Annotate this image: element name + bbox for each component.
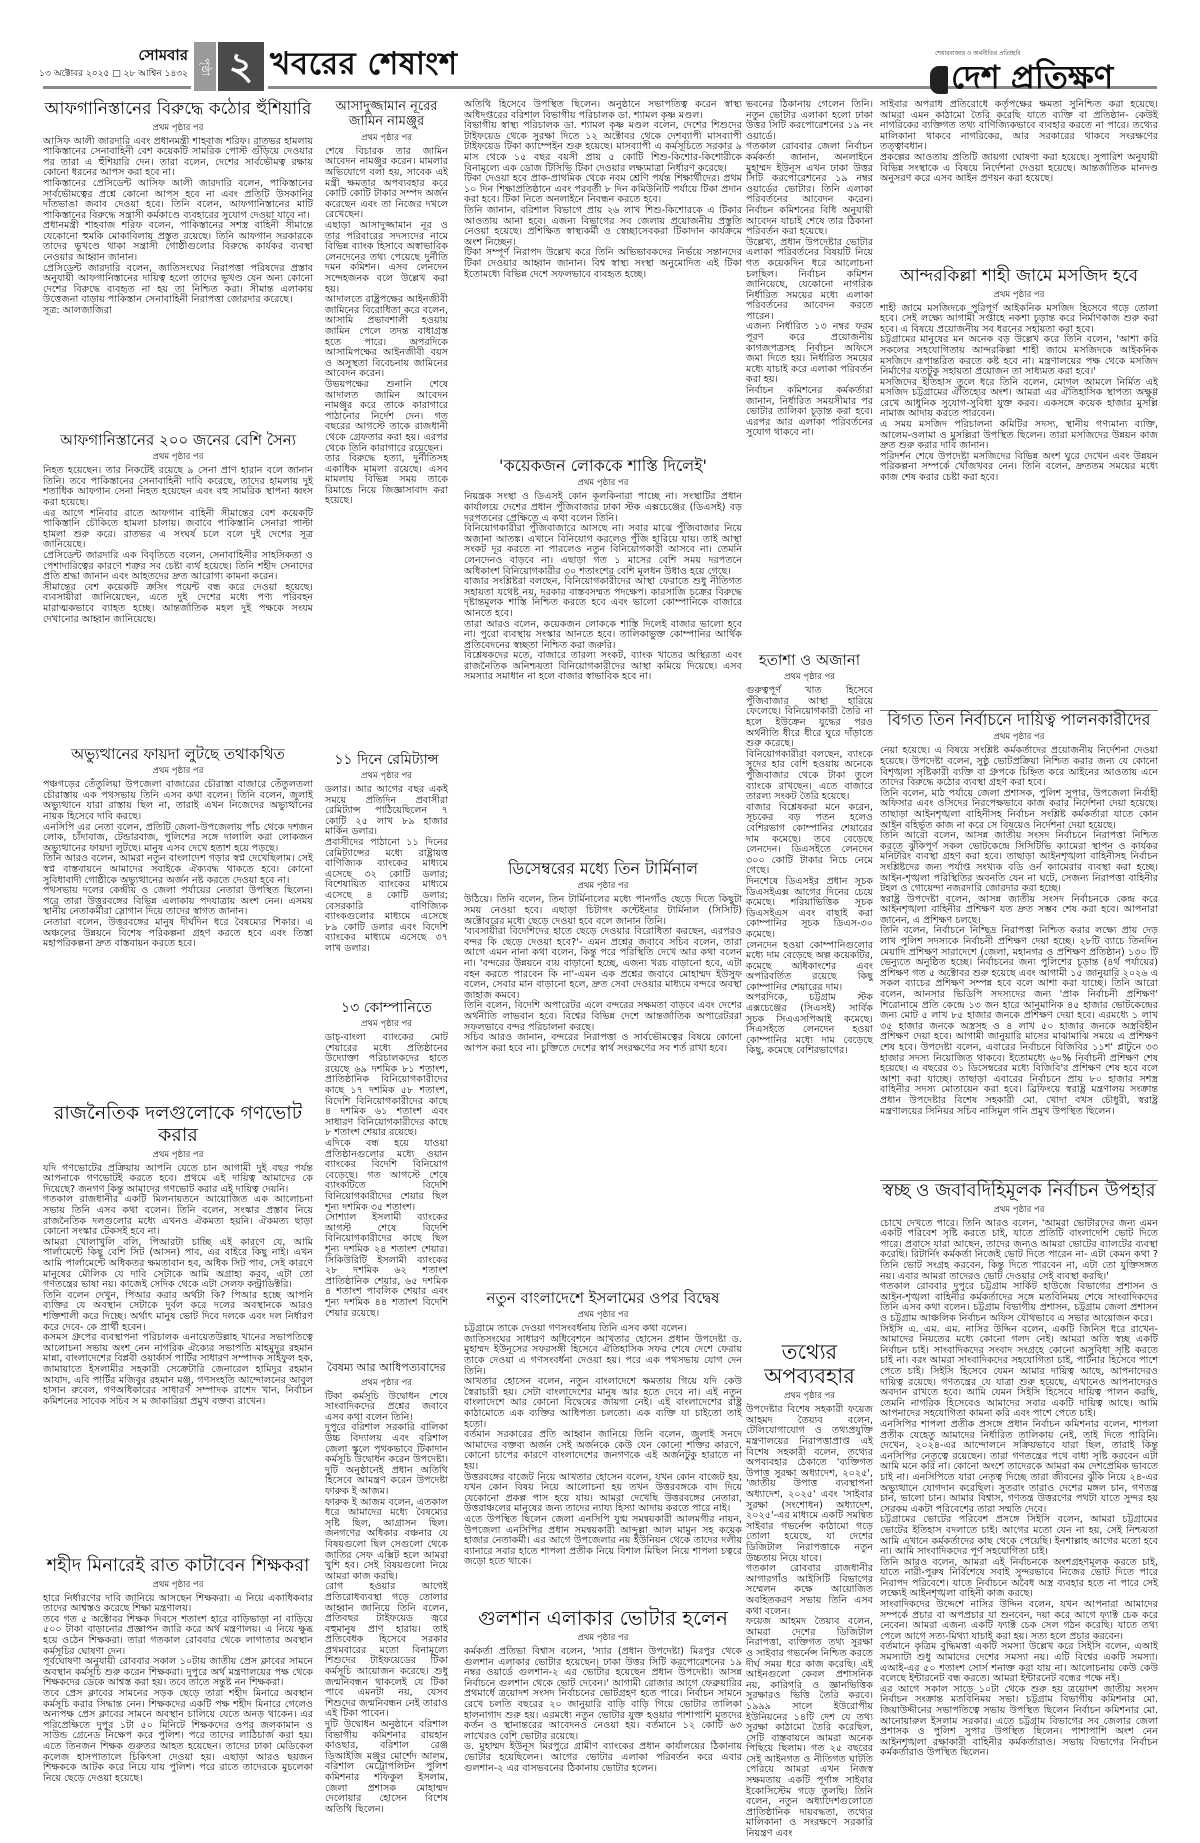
article-paragraph: সাইবার অপরাধ প্রতিরোধে কর্তৃপক্ষের ক্ষমতা সুনিশ্চিত করা হয়েছে। আমরা এমন কাঠামো তৈরি করেছি যাতে ব্যক্তি বা প্রতিষ্ঠান- কেউই নাগরিকের ব্যক্তিগত তথ্য বাণিজ্যিকভাবে ব্যবহার করতে না পারে। তথ্যের মালিকানা থাকবে নাগরিকের, আর সরকারের থাকবে সংরক্ষণের তত্ত্বাবধান।	[880, 99, 1158, 153]
article-paragraph: ডলার। আর আগের বছর একই সময়ে প্রতিদিন প্রবাসীরা রেমিট্যান্স পাঠিয়েছিলেন ৭ কোটি ২৫ লাখ ৮৯ হাজার মার্কিন ডলার।	[325, 784, 448, 838]
article-paragraph: কসমস গ্রুপের ব্যবস্থাপনা পরিচালক এনায়েতউল্লাহ খানের সভাপতিত্বে আলোচনা সভায় অংশ নেন নাগরিক ঐক্যের সভাপতি মাহমুদুর রহমান মান্না, বাংলাদেশের বিপ্লবী ওয়ার্কার্স পার্টির সাধারণ সম্পাদক সাইফুল হক, জামায়াতে ইসলামীর সহকারী সেক্রেটারি জেনারেল হামিদুর রহমান আযাদ, এবি পার্টির মজিবুর রহমান মঞ্জু, গণসংহতি আন্দোলনের আবুল হাসান রুবেল, গণঅধিকারের সাধারণ সম্পাদক রাশেদ খান, নির্বাচন কমিশনের সাবেক সচিব স ম জাকারিয়া প্রমুখ বক্তব্য রাখেন।	[43, 1332, 313, 1407]
article-headline[interactable]: আফগানিস্তানের ২০০ জনের বেশি সৈন্য	[59, 431, 297, 449]
article-paragraph: এর আগে সকাল সাড়ে ১০টা থেকে শুরু হয় ত্রয়োদশ জাতীয় সংসদ নির্বাচন সংক্রান্ত মতবিনিময় সভা। চট্টগ্রাম বিভাগীয় কমিশনার মো. জিয়াউদ্দীনের সভাপতিত্বে সভায় উপস্থিত ছিলেন নির্বাচন কমিশনার মো. আনোয়ারুল ইসলাম সরকার। এতে চট্টগ্রাম বিভাগের সব জেলার জেলা প্রশাসক ও পুলিশ সুপার উপস্থিত ছিলেন। পাশাপাশি অংশ নেন আইনশৃঙ্খলা রক্ষাকারী বাহিনীর কর্মকর্তারাও। সভায় বিভাগের নির্বাচন কর্মকর্তারাও উপস্থিত ছিলেন।	[880, 1683, 1158, 1759]
article-paragraph: বাজার বিশ্লেষকরা মনে করেন, সূচকের বড় পতন হলেও বেশিরভাগ কোম্পানির শেয়ারের দাম কমেছে। তবে বেড়েছে লেনদেন। ডিএসইতে লেনদেন ৩০০ কোটি টাকার নিচে নেমে গেছে।	[746, 801, 873, 877]
article-paragraph: বর্তমান সরকারের প্রতি আহ্বান জানিয়ে তিনি বলেন, জুলাই সনদে আমাদের বক্তব্য অর্জন সেই অর্জনকে কেউ যেন কোনো শক্তির কারণে, কোনো চাপের কারণে বাংলাদেশের জনগণকে এই অর্জনটুকু হারাতে না হয়।	[464, 1429, 742, 1472]
article-paragraph: গতকাল রোববার রাজধানীর আগারগাঁও আইসিটি বিভাগের সম্মেলন কক্ষে আয়োজিত অবহিতকরণ সভায় তিনি এসব কথা বলেন।	[746, 1563, 873, 1617]
article-headline[interactable]: হতাশা ও অজানা	[758, 651, 861, 669]
article-paragraph: গুরুত্বপূর্ণ খাত হিসেবে পুঁজিবাজার আস্থা হারিয়ে ফেলেছে। বিনিয়োগকারী তৈরি না হলে ইউক্রেন যুদ্ধের পরও অর্থনীতি ধীরে ধীরে ঘুরে দাঁড়াতে শুরু করেছে।	[746, 685, 873, 750]
newspaper-logo	[930, 52, 1113, 106]
continued-from-label: প্রথম পৃষ্ঠার পর	[577, 1310, 629, 1321]
article-paragraph: বিনিয়োগকারীরা পুঁজিবাজারে আসছে না। সবার মাঝে পুঁজিবাজার নিয়ে অজানা আতঙ্ক। এখানে বিনিয়োগ করলেও পুঁজি হারিয়ে যায়। তাই আস্থা সংকট দূর করতে না পারলেও নতুন বিনিয়োগকারী আসবে না। তেমনি লেনদেনও বাড়বে না। এছাড়া গত ১ মাসের বেশি সময় দরপতনে অধিকাংশ বিনিয়োগকারীর ৩০ শতাংশের বেশি মূলধন উধাও হয়ে গেছে।	[464, 523, 742, 577]
article-paragraph: তিনি বলেন, মাঠ পর্যায়ে জেলা প্রশাসক, পুলিশ সুপার, উপজেলা নির্বাহী অফিসার এবং ওসিদের নিরপেক্ষভাবে কাজ করার নির্দেশনা দেয়া হয়েছে। তাছাড়া আইনশৃঙ্খলা বাহিনীসহ নির্বাচন সংশ্লিষ্ট কর্মকর্তারা যাতে কোন আইন বহির্ভূত কাজ না করে সে বিষয়েও নির্দেশনা দেয়া হয়েছে।	[880, 787, 1158, 831]
article-paragraph: তিনি আরও বলেন, আমরা নতুন বাংলাদেশ গড়ার স্বপ্ন দেখেছিলাম। সেই স্বপ্ন বাস্তবায়নে আমাদের সবাইকে ঐক্যবদ্ধ থাকতে হবে। কোনো সুবিধাবাদী গোষ্ঠীকে অভ্যুত্থানের অর্জন নষ্ট করতে দেওয়া হবে না।	[43, 853, 313, 886]
article-headline[interactable]: নতুন বাংলাদেশে ইসলামের ওপর বিদ্বেষ	[486, 1289, 720, 1307]
article-paragraph: গতকাল রাজধানীর একটি মিলনায়তনে আয়োজিত এক আলোচনা সভায় তিনি এসব কথা বলেন। তিনি বলেন, সংস্কার প্রস্তাব নিয়ে রাজনৈতিক দলগুলোর মধ্যে এখনও ঐকমত্য হয়নি। ঐকমত্য ছাড়া কোনো সংস্কার টেকসই হবে না।	[43, 1194, 313, 1238]
article-paragraph: বিভাগীয় স্বাস্থ্য পরিচালক ডা. শ্যামল কৃষ্ণ মণ্ডল বলেন, দেশের শিশুদের টাইফয়েড থেকে সুরক্ষা দিতে ১২ অক্টোবর থেকে দেশব্যাপী মাসব্যাপী টাইফয়েড টিকা ক্যাম্পেইন শুরু হয়েছে। মাসব্যাপী এ কর্মসূচিতে সরকার ৯ মাস থেকে ১৫ বছর বয়সী প্রায় ৫ কোটি শিশু-কিশোর-কিশোরীকে বিনামূল্যে এক ডোজ টিসিভি টিকা দেওয়ার লক্ষ্যমাত্রা নির্ধারণ করেছে।	[464, 120, 742, 174]
article-paragraph: টিকা দেওয়া হবে প্রাক-প্রাথমিক থেকে নবম শ্রেণি পর্যন্ত শিক্ষার্থীদের। প্রথম ১০ দিন শিক্ষাপ্রতিষ্ঠানে এবং পরবর্তী ৮ দিন কমিউনিটি পর্যায়ে টিকা প্রদান করা হবে। টিকা নিতে অনলাইনে নিবন্ধন করতে হবে।	[464, 173, 742, 206]
article-headline[interactable]: আসাদুজ্জামান নূরের জামিন নামঞ্জুর	[335, 99, 438, 129]
article-headline[interactable]: বৈষম্য আর আধিপত্যবাদের	[327, 1361, 446, 1374]
news-article	[746, 652, 873, 1338]
continued-from-label: প্রথম পৃষ্ঠার পর	[577, 881, 629, 892]
article-paragraph: এ সময় মসজিদ পরিচালনা কমিটির সদস্য, স্থানীয় গণ্যমান্য ব্যক্তি, আলেম-ওলামা ও মুসল্লিরা উপস্থিত ছিলেন। তারা মসজিদের উন্নয়ন কাজ দ্রুত শুরু করার দাবি জানান।	[880, 419, 1158, 452]
news-article	[464, 860, 742, 1288]
article-paragraph: দিনশেষে ডিএসইর প্রধান সূচক ডিএসইএক্স আগের দিনের চেয়ে কমেছে। শরিয়াভিত্তিক সূচক ডিএসইএস এবং বাছাই করা কোম্পানির সূচক ডিএস-৩০ কমেছে।	[746, 875, 873, 940]
article-paragraph: বর্তমানে কৃত্রিম বুদ্ধিমত্তা একটি সমস্যা উল্লেখ করে সিইসি বলেন, এআই সমস্যাটা শুধু আমাদের দেশের সমস্যা নয়। এটি বিশ্বের একটি সমস্যা। এআই-এর ৫০ শতাংশ সোর্স শনাক্ত করা যায় না। আলোচনায় কেউ কেউ বলেছে ইন্টারনেট বন্ধ করতে। আমরা ইন্টারনেট বন্ধের পক্ষে নই।	[880, 1641, 1158, 1685]
continued-from-label: প্রথম পৃষ্ঠার পর	[361, 771, 412, 782]
article-paragraph: এনসিপি এর নেতা বলেন, প্রতিটি জেলা-উপজেলায় পাঁচ থেকে দশজন লোক, চাঁদাবাজ, টেন্ডারবাজ, পুলিশের সঙ্গে দালালি করা লোকজন অভ্যুত্থানের ফায়দা লুটছে। মানুষ এসব দেখে হতাশ হয়ে পড়ছে।	[43, 821, 313, 854]
article-paragraph: তবে গত ৫ অক্টোবর শিক্ষক দিবসে শতাংশ হারে বাড়িভাড়া না বাড়িয়ে ৫০০ টাকা বাড়ানোর প্রজ্ঞাপন জারি করে অর্থ মন্ত্রণালয়। এ নিয়ে ক্ষুব্ধ হয়ে ওঠেন শিক্ষকরা। তারা গতকাল রোববার থেকে লাগাতার অবস্থান কর্মসূচির ঘোষণা দেন।	[43, 1613, 313, 1657]
article-paragraph: উঠিয়ে। তিনি বলেন, তিন টার্মিনালের মধ্যে পানগাঁও ছেড়ে দিতে কিছুটা সময় নেওয়া হবে। এছাড়া চিটাগং কন্টেইনার টার্মিনাল (সিসিটি) অক্টোবরের মধ্যে ছেড়ে দেওয়া হবে বলে জানান তিনি।	[464, 894, 742, 927]
article-paragraph: উল্লেখ্য, প্রধান উপদেষ্টার ভোটার এলাকা পরিবর্তনের বিষয়টি নিয়ে গত কয়েকদিন ধরে আলোচনা চলছিল। নির্বাচন কমিশন জানিয়েছে, যেকোনো নাগরিক নির্ধারিত সময়ের মধ্যে এলাকা পরিবর্তনের আবেদন করতে পারেন।	[746, 236, 873, 322]
article-paragraph: মসজিদের ইতিহাস তুলে ধরে তিনি বলেন, মোগল আমলে নির্মিত এই মসজিদ চট্টগ্রামের ঐতিহ্যের অংশ। আমরা এর ঐতিহাসিক স্থাপত্য অক্ষুণ্ণ রেখে আধুনিক সুযোগ-সুবিধা যুক্ত করব। একসঙ্গে কয়েক হাজার মুসল্লি নামাজ আদায় করতে পারবেন।	[880, 376, 1158, 420]
logo-text: দেশ প্রতিক্ষণ	[951, 58, 1114, 96]
article-paragraph: টিকা কর্মসূচি উদ্বোধন শেষে সাংবাদিকদের প্রশ্নের জবাবে এসব কথা বলেন তিনি।	[325, 1390, 448, 1423]
article-headline[interactable]: ডিসেম্বরের মধ্যে তিন টার্মিনাল	[507, 859, 699, 878]
continued-from-label: প্রথম পৃষ্ঠার পর	[152, 122, 204, 133]
continued-from-label: প্রথম পৃষ্ঠার পর	[577, 478, 629, 489]
article-headline[interactable]: বিগত তিন নির্বাচনে দায়িত্ব পালনকারীদের	[887, 710, 1151, 729]
news-article	[325, 752, 448, 998]
continued-from-label: প্রথম পৃষ্ঠার পর	[993, 289, 1045, 300]
article-paragraph: এতে উপস্থিত ছিলেন জেলা এনসিপি যুগ্ম সমন্বয়কারী আলমগীর নায়ন, উপজেলা এনসিপির প্রধান সমন্বয়কারী আব্দুল্লা আল মামুন সহ কয়েক হাজার নেতাকর্মী। এর আগে উপজেলার নয় ইউনিয়ন থেকে তাদের দলীয় ব্যানারে সবার হাতে শাপলা প্রতীক নিয়ে বিশাল মিছিল নিয়ে শাপলা চত্বরে জড়ো হতে থাকে।	[464, 1513, 742, 1568]
article-paragraph: তার বিরুদ্ধে হত্যা, দুর্নীতিসহ একাধিক মামলা রয়েছে। এসব মামলায় বিভিন্ন সময় তাকে রিমান্ডে নিয়ে জিজ্ঞাসাবাদ করা হয়েছে।	[325, 453, 448, 507]
article-headline[interactable]: আন্দরকিল্লা শাহী জামে মসজিদ হবে	[899, 266, 1139, 286]
issue-date: ১৩ অক্টোবর ২০২৫ □ ২৮ আশ্বিন ১৪৩২	[39, 69, 188, 79]
logo-tagline: শেয়ারবাজার ও অর্থনীতির প্রতিচ্ছবি	[935, 50, 1021, 57]
article-paragraph: চোখে দেখতে পারে। তিনি আরও বলেন, 'আমরা ভোটারদের জন্য এমন একটি পরিবেশ সৃষ্টি করতে চাই, যাতে প্রতিটি বাংলাদেশি ভোট দিতে পারে। প্রবাসে যারা আছেন, তাদের জন্যও আমরা ভোটের ব্যালটের ব্যবস্থা করেছি। রিটার্নিং কর্মকর্তা নিজেই ভোট দিতে পারেন না- এটা কেমন কথা ? তিনি ভোট সংগ্রহ করবেন, কিন্তু দিতে পারবেন না, এটা তো যুক্তিসঙ্গত নয়। এবার আমরা তাদেরও ভোট দেওয়ার সেই ব্যবস্থা করছি।'	[880, 1217, 1158, 1282]
article-paragraph: চট্টগ্রামে তাকে দেওয়া গণসংবর্ধনায় তিনি এসব কথা বলেন।	[464, 1323, 687, 1335]
article-paragraph: সাংবাদিকদের উদ্দেশে নাসির উদ্দিন বলেন, যখন আপনারা আমাদের সম্পর্কে প্রচার বা অপপ্রচার যা শুনবেন, দয়া করে আগে ফ্যাক্ট চেক করে নেবেন। আমরা এজন্য একটি ফ্যাক্ট চেক সেল গঠন করেছি। যাতে তথ্য পেলে আগে সত্য-মিথ্যা যাচাই করা হয়। সত্য হলে প্রচার করবেন।	[880, 1599, 1158, 1642]
news-article	[325, 1000, 448, 1360]
article-headline[interactable]: রাজনৈতিক দলগুলোকে গণভোট করার	[53, 1102, 303, 1146]
article-continuation	[464, 100, 742, 455]
continued-from-label: প্রথম পৃষ্ঠার পর	[361, 1377, 412, 1388]
article-paragraph: নেতারা বলেন, উত্তরবঙ্গের মানুষ দীর্ঘদিন ধরে বৈষম্যের শিকার। এ অঞ্চলের উন্নয়নে বিশেষ পরিকল্পনা গ্রহণ করতে হবে এবং তিস্তা মহাপরিকল্পনা দ্রুত বাস্তবায়ন করতে হবে।	[43, 916, 313, 950]
article-paragraph: স্বরাষ্ট্র উপদেষ্টা বলেন, আসন্ন জাতীয় সংসদ নির্বাচনকে কেন্দ্র করে আইনশৃঙ্খলা বাহিনীর প্রশিক্ষণ যত দ্রুত সম্ভব শেষ করা হবে। আপনারা জানেন, এ প্রশিক্ষণ চলছে।	[880, 893, 1158, 926]
article-paragraph: তারা আরও বলেন, কয়েকজন লোককে শাস্তি দিলেই বাজার ভালো হবে না। পুরো ব্যবস্থায় সংস্কার আনতে হবে। তালিকাভুক্ত কোম্পানির আর্থিক প্রতিবেদনের স্বচ্ছতা নিশ্চিত করা জরুরি।	[464, 618, 742, 651]
article-paragraph: তিনি আরো বলেন, আসন্ন জাতীয় সংসদ নির্বাচনে নিরাপত্তা নিশ্চিত করতে ঝুঁকিপূর্ণ সকল ভোটকেন্দ্রে সিসিটিভি ক্যামেরা স্থাপন ও কার্যকর মনিটরিং ব্যবস্থা গ্রহণ করা হবে। তাছাড়া আইনশৃঙ্খলা বাহিনীসহ নির্বাচন সংশ্লিষ্টদের জন্য পর্যাপ্ত সংখ্যক বডি ওর্ন ক্যামেরার ব্যবস্থা করা হচ্ছে। আইন-শৃঙ্খলা পরিস্থিতির অবনতি যেন না ঘটে, সেজন্য নিরাপত্তা বাহিনীর টহল ও গোয়েন্দা নজরদারি জোরদার করা হচ্ছে।	[880, 830, 1158, 895]
article-paragraph: তিনি বলেন দেখুন, পিআর করার অর্থটা কি? পিআর হচ্ছে আপনি ব্যক্তির যে অবস্থান সেটাকে দুর্বল করে দলের অবস্থানকে আরও শক্তিশালী করে দিচ্ছে। অর্থাৎ মানুষ ভোট দিবে দলকে এবং দল নির্ধারণ করে দেবে- কে প্রার্থী হবেন।	[43, 1289, 313, 1333]
article-paragraph: প্রবাসীদের পাঠানো ১১ দিনের রেমিট্যান্সের মধ্যে রাষ্ট্রায়ত্ত বাণিজ্যিক ব্যাংকের মাধ্যমে এসেছে ৩২ কোটি ডলার; বিশেষায়িত ব্যাংকের মাধ্যমে এসেছে ৪ কোটি ডলার; বেসরকারি বাণিজ্যিক ব্যাংকগুলোর মাধ্যমে এসেছে ৮৯ কোটি ডলার এবং বিদেশি ব্যাংকের মাধ্যমে এসেছে ৩৭ লাখ ডলার।	[325, 837, 448, 954]
article-headline[interactable]: ১৩ কোম্পানিতে	[341, 1000, 432, 1016]
news-article	[43, 1103, 313, 1553]
article-continuation	[746, 100, 873, 650]
news-article	[464, 457, 742, 857]
continued-from-label: প্রথম পৃষ্ঠার পর	[152, 766, 204, 777]
article-paragraph: গতকাল রোববার দুপুরে চট্টগ্রাম সার্কিট হাউজে বিভাগের প্রশাসন ও আইন-শৃঙ্খলা বাহিনীর কর্মকর্তাদের সঙ্গে মতবিনিময় শেষে সাংবাদিকদের তিনি এসব কথা বলেন। চট্টগ্রাম বিভাগীয় প্রশাসন, চট্টগ্রাম জেলা প্রশাসন ও চট্টগ্রাম আঞ্চলিক নির্বাচন অফিস যৌথভাবে এ সভার আয়োজন করে।	[880, 1281, 1158, 1325]
article-paragraph: রোগ হওয়ার আগেই প্রতিরোধব্যবস্থা গড়ে তোলার আহ্বান জানিয়ে তিনি বলেন, প্রতিবছর টাইফয়েড জ্বরে বহুমানুষ প্রাণ হারায়। তাই প্রতিবেধক হিসেবে সরকার প্রথমবারের মতো বিনামূল্যে শিশুদের টাইফয়েডের টিকা কর্মসূচি আয়োজন করেছে। শুধু জন্মনিবন্ধন থাকলেই যে টিকা পাবে এমনটা নয়, যেসব শিশুদের জন্মনিবন্ধন নেই তারাও এই টিকা পাবেন।	[325, 1581, 448, 1720]
header-rule-left	[43, 86, 191, 89]
article-headline[interactable]: আফগানিস্তানের বিরুদ্ধে কঠোর হুঁশিয়ারি	[44, 99, 312, 119]
article-paragraph: লেনদেন হওয়া কোম্পানিগুলোর মধ্যে দাম বেড়েছে অল্প কয়েকটির, কমেছে অধিকাংশের এবং অপরিবর্তিত রয়েছে কিছু কোম্পানির শেয়ারের দাম।	[746, 939, 873, 993]
continued-from-label: প্রথম পৃষ্ঠার পর	[152, 1579, 204, 1590]
article-paragraph: নির্বাচন কমিশনের কর্মকর্তারা জানান, নির্ধারিত সময়সীমার পর ভোটার তালিকা চূড়ান্ত করা হবে। এরপর আর এলাকা পরিবর্তনের সুযোগ থাকবে না।	[746, 385, 873, 439]
news-article	[325, 100, 448, 748]
article-paragraph: ফারুক ই আজম বলেন, এতকাল ধরে আমাদের মধ্যে বৈষম্যের সৃষ্টি ছিল, আগ্রাসন ছিল। জনগণের অধিকার বঞ্চনার যে বিষয়গুলো ছিল সেগুলো থেকে জাতির সেফ এক্সিট হলে আমরা খুশি হব। সেই বিষয়গুলো নিয়ে আমরা কাজ করছি।	[325, 1496, 448, 1582]
news-article	[880, 710, 1158, 1178]
article-paragraph: বাজার সংশ্লিষ্টরা বলছেন, বিনিয়োগকারীদের আস্থা ফেরাতে শুধু নীতিগত সহায়তা যথেষ্ট নয়, দরকার বাস্তবসম্মত পদক্ষেপ। কারসাজি চক্রের বিরুদ্ধে দৃষ্টান্তমূলক শাস্তি নিশ্চিত করতে হবে এবং ভালো কোম্পানিকে বাজারে আনতে হবে।	[464, 576, 742, 619]
continued-from-label: প্রথম পৃষ্ঠার পর	[784, 672, 835, 683]
article-paragraph: পঞ্চগড়ের তেঁতুলিয়া উপজেলা বাজারের চৌরাস্তা বাজারে তেঁতুলতলা চৌরাস্তায় এক পথসভায় তিনি এসব কথা বলেন। তিনি বলেন, জুলাই অভ্যুত্থানে যারা রাস্তায় ছিল না, তারাই এখন নিজেদের অভ্যুত্থানের নায়ক হিসেবে দাবি করছে।	[43, 779, 313, 823]
continued-from-label: প্রথম পৃষ্ঠার পর	[993, 1204, 1045, 1215]
article-paragraph: তিনি আরও বলেন, আমরা এই নির্বাচনকে অংশগ্রহণমূলক করতে চাই, যাতে নারী-পুরুষ নির্বিশেষে সবাই সুন্দরভাবে নিজের ভোট দিতে পারে নিরাপদ পরিবেশে। যাতে নির্বাচনে অবৈধ অস্ত্র ব্যবহার হতে না পারে সেই লক্ষ্যেই আইনশৃঙ্খলা বাহিনী কাজ করছে।	[880, 1556, 1158, 1600]
news-article	[464, 1290, 742, 1605]
article-headline[interactable]: গুলশান এলাকার ভোটার হলেন	[478, 1606, 728, 1630]
article-paragraph: শাহী জামে মসজিদকে পুরিপূর্ণ আইকনিক মসজিদ হিসেবে গড়ে তোলা হবে। সেই লক্ষ্যে আগামী সপ্তাহে নকশা চূড়ান্ত করে নির্মাণকাজ শুরু করা হবে। এ বিষয়ে প্রয়োজনীয় সব ধরনের সহায়তা করা হবে।	[880, 302, 1158, 335]
article-paragraph: নিহত হয়েছেন। তার নিকটেই রয়েছে ৯ সেনা প্রাণ হারান বলে জানান তিনি। তবে পাকিস্তানের সেনাবাহিনী দাবি করেছে, তাদের হামলায় দুই শতাধিক আফগান সেনা নিহত হয়েছেন এবং বহু সামরিক স্থাপনা ধ্বংস করা হয়েছে।	[43, 465, 313, 509]
news-article	[325, 1361, 448, 1815]
continued-from-label: প্রথম পৃষ্ঠার পর	[361, 1019, 412, 1030]
article-paragraph: অতিথি হিসেবে উপস্থিত ছিলেন। অনুষ্ঠানে সভাপতিত্ব করেন স্বাস্থ্য অধিদপ্তরের বরিশাল বিভাগীয় পরিচালক ডা. শ্যামল কৃষ্ণ মণ্ডল।	[464, 99, 742, 121]
news-article	[43, 432, 313, 744]
article-paragraph: প্রকল্পের আওতায় প্রতিটি জায়গা ঘোষণা করা হয়েছে। সুপারিশ অনুযায়ী বিভিন্ন সংস্থাকে এ বিষয়ে নির্দেশনা দেওয়া হয়েছে। আন্তর্জাতিক মানদণ্ড অনুসরণ করে এসব আইন প্রণয়ন করা হয়েছে।	[880, 151, 1158, 185]
news-article	[746, 1340, 873, 1840]
article-paragraph: সচিব আরও জানান, বন্দরের নিরাপত্তা ও সার্বভৌমত্বের বিষয়ে কোনো আপস করা হবে না। চুক্তিতে দেশের স্বার্থ সংরক্ষণের সব শর্ত রাখা হবে।	[464, 1032, 742, 1054]
article-paragraph: প্রেসিডেন্ট জারদারি এক বিবৃতিতে বলেন, সেনাবাহিনীর সাহসিকতা ও পেশাদারিত্বের কারণে শত্রুর সব চেষ্টা ব্যর্থ হয়েছে। তিনি শহীদ সেনাদের প্রতি শ্রদ্ধা জানান এবং আহতদের দ্রুত আরোগ্য কামনা করেন।	[43, 550, 313, 583]
article-paragraph: সিইসি এ. এম. এম. নাসির উদ্দিন বলেন, একটি জিনিস ধরে রাখেন-আমাদের নিয়তের মধ্যে কোনো গলদ নেই। আমরা অতি স্বচ্ছ একটি নির্বাচন চাই। সাংবাদিকদের সংবাদ সংগ্রহে কোনো অসুবিধা সৃষ্টি করতে চাই না। বরং আমরা সাংবাদিকদের সহযোগিতা চাই, পার্টনার হিসেবে পাশে পেতে চাই। সিইসি হিসেবে যেমন আমার দায়িত্ব আছে, আপনাদেরও দায়িত্ব রয়েছে। গণতন্ত্রের যে যাত্রা শুরু হয়েছে, এখানেও আপনাদেরও অবদান রাখতে হবে। আমি যেমন সিইসি হিসেবে দায়িত্ব পালন করছি, তেমনি নাগরিক হিসেবেও আমাদের সবার একটি দায়িত্ব আছে। আমি আপনাদের সহযোগিতা কামনা করি এবং পাশে পেতে চাই।	[880, 1323, 1158, 1420]
article-paragraph: এনসিপির শাপলা প্রতীক প্রসঙ্গে প্রধান নির্বাচন কমিশনার বলেন, শাপলা প্রতীক যেহেতু আমাদের নির্ধারিত তালিকায় নেই, তাই দিতে পারিনি। দেখেন, ২০২৪-এর আন্দোলনে সক্রিয়ভাবে যারা ছিল, তারাই কিন্তু এনসিপির নেতৃত্বে রয়েছেন। তারা গণতন্ত্রের পথে বাধা সৃষ্টি করবেন এটা আমি মনে করি না। কোনো অংশে তাদেরকে আমরা কম দেশপ্রেমিক ভাবতে চাই না। এনসিপিতে যারা নেতৃত্ব দিচ্ছে তারা জীবনের ঝুঁকি নিয়ে ২৪-এর অভ্যুত্থানে যোগদান করেছিল। সুতরাং তারাও দেশের মঙ্গল চান, গণতন্ত্র চান, ভালো চান। আমার বিশ্বাস, গণতন্ত্র উত্তরণের পথটা যাতে সুন্দর হয় সেরকম একটা পরিবেশের তারা সম্মতি দেবে।	[880, 1418, 1158, 1515]
article-paragraph: তিনি বলেন, বিদেশি অপারেটর এলে বন্দরের সক্ষমতা বাড়বে এবং দেশের অর্থনীতি লাভবান হবে। বিশ্বের বিভিন্ন দেশে আন্তর্জাতিক অপারেটররা সফলভাবে বন্দর পরিচালনা করছে।	[464, 1000, 742, 1033]
article-paragraph: এর আগে শনিবার রাতে আফগান বাহিনী সীমান্তের বেশ কয়েকটি পাকিস্তানি চৌকিতে হামলা চালায়। জবাবে পাকিস্তানি সেনারা পাল্টা হামলা শুরু করে। রাতভর এ সংঘর্ষ চলে বলে দুই দেশের সূত্র জানিয়েছে।	[43, 507, 313, 551]
article-paragraph: গতকাল রোববার জেলা নির্বাচন কর্মকর্তা জানান, অনলাইনে মুহাম্মদ ইউনূস এখন ঢাকা উত্তর সিটি করপোরেশনের ১৯ নম্বর ওয়ার্ডের ভোটার। তিনি এলাকা পরিবর্তনের আবেদন করেন। নির্বাচন কমিশনের বিধি অনুযায়ী আবেদন যাচাই শেষে তার ঠিকানা পরিবর্তন করা হয়েছে।	[746, 141, 873, 238]
article-paragraph: এজন্য নির্ধারিত ১৩ নম্বর ফরম পূরণ করে প্রয়োজনীয় কাগজপত্রসহ নির্বাচন অফিসে জমা দিতে হয়। নির্ধারিত সময়ের মধ্যে যাচাই করে এলাকা পরিবর্তন করা হয়।	[746, 321, 873, 386]
article-paragraph: পূর্বঘোষণা অনুযায়ী রোববার সকাল ১০টায় জাতীয় প্রেস ক্লাবের সামনে অবস্থান কর্মসূচি শুরু করেন শিক্ষকরা। দুপুরে অর্থ মন্ত্রণালয়ের পক্ষ থেকে শিক্ষকদের ডেকে আশ্বস্ত করা হয়। তবে তাতে সন্তুষ্ট নন শিক্ষকরা।	[43, 1656, 313, 1689]
continued-from-label: প্রথম পৃষ্ঠার পর	[993, 732, 1045, 743]
news-article	[880, 1180, 1158, 1796]
article-headline[interactable]: 'কয়েকজন লোককে শাস্তি দিলেই'	[499, 456, 707, 475]
continued-from-label: প্রথম পৃষ্ঠার পর	[361, 132, 412, 143]
article-headline[interactable]: শহীদ মিনারেই রাত কাটাবেন শিক্ষকরা	[46, 1555, 310, 1576]
article-paragraph: চট্টগ্রামের মানুষের মন অনেক বড় উল্লেখ করে তিনি বলেন, 'আশা করি সকলের সহযোগিতায় আন্দরকিল্লা শাহী জামে মসজিদকে আইকনিক মসজিদে রূপান্তরিত করতে কষ্ট হবে না। মন্ত্রণালয়ের পক্ষ থেকে মসজিদ নির্মাণের যতটুকু সহায়তা প্রয়োজন তা সাধ্যমত করা হবে।'	[880, 334, 1158, 378]
article-paragraph: চট্টগ্রামের ভোটের পরিবেশ প্রসঙ্গে সিইসি বলেন, আমরা চট্টগ্রামের ভোটের ইতিহাস বদলাতে চাই। আগের মতো যেন না হয়, সেই নিশ্চয়তা আমি এখানে কর্মকর্তাদের কাছ থেকে পেয়েছি। ইনশাল্লাহ আগের মতো হবে না। আমি সাংবাদিকদের পূর্ণ সহযোগিতা চাই।	[880, 1514, 1158, 1558]
continued-from-label: প্রথম পৃষ্ঠার পর	[152, 452, 204, 463]
article-paragraph: পথসভায় দলের কেন্দ্রীয় ও জেলা পর্যায়ের নেতারা উপস্থিত ছিলেন। পরে তারা উত্তরবঙ্গের বিভিন্ন এলাকায় পদযাত্রায় অংশ নেন। এসময় স্থানীয় নেতাকর্মীরা স্লোগান দিয়ে তাদের স্বাগত জানান।	[43, 885, 313, 918]
article-paragraph: উপদেষ্টার বিশেষ সহকারী ফয়েজ আহমদ তৈয়্যব বলেন, টেলিযোগাযোগ ও তথ্যপ্রযুক্তি মন্ত্রণালয়ের নিরাপত্তাপ্রাপ্ত এই বিশেষ সহকারী বলেন, তথ্যের অপব্যবহার ঠেকাতে 'ব্যক্তিগত উপাত্ত সুরক্ষা অধ্যাদেশ, ২০২৫', 'জাতীয় উপাত্ত ব্যবস্থাপনা অধ্যাদেশ, ২০২৫' এবং 'সাইবার সুরক্ষা (সংশোধন) অধ্যাদেশ, ২০২৫'-এর মাধ্যমে একটি সমন্বিত সাইবার গভর্নেন্স কাঠামো গড়ে তোলা হয়েছে, যা দেশের ডিজিটাল নিরাপত্তাকে নতুন উচ্চতায় নিয়ে যাবে।	[746, 1404, 873, 1564]
article-paragraph: অপরদিকে, চট্টগ্রাম স্টক এক্সচেঞ্জের (সিএসই) সার্বিক সূচক সিএএসপিআই কমেছে। সিএসইতে লেনদেন হওয়া কোম্পানির মধ্যে দাম বেড়েছে কিছু, কমেছে বেশিরভাগের।	[746, 992, 873, 1057]
article-paragraph: আমরা খোলাখুলি বলি, পিআরটা চাচ্ছি এই কারণে যে, আমি পার্লামেন্টে কিছু বেশি সিট (আসন) পাব, এর বাইরে কিছু নাই। এখন আমি পার্লামেন্টে অধিকতর ক্ষমতাবান হব, অধিক সিট পাব, সেই কারণে মানুষের মৌলিক যে দাবি সেটাকে আমি অগ্রাহ্য করব, এটা তো গণতন্ত্রের ভাষা নয়। কাজেই সেদিক থেকে এটা সেলফ কন্ট্রাডিক্টরি।	[43, 1236, 313, 1291]
article-paragraph: নিয়ন্ত্রক সংস্থা ও ডিএসই কোন কূলকিনারা পাচ্ছে না। সংস্থাটির প্রধান কার্যালয়ে দেশের প্রধান পুঁজিবাজার ঢাকা স্টক এক্সচেঞ্জের (ডিএসই) বড় দরপতনের প্রেক্ষিতে এ কথা বলেন তিনি।	[464, 491, 742, 524]
article-headline[interactable]: ১১ দিনে রেমিট্যান্স	[334, 752, 439, 768]
page-number: ২	[218, 42, 264, 91]
article-paragraph: পাকিস্তানের প্রেসিডেন্ট আসিফ আলী জারদারি বলেন, পাকিস্তানের সার্বভৌমত্বের প্রশ্নে কোনো আপস হবে না এবং প্রতিটি উসকানির দাঁতভাঙা জবাব দেওয়া হবে। তিনি বলেন, আফগানিস্তানের মাটি পাকিস্তানের বিরুদ্ধে সন্ত্রাসী কর্মকাণ্ডে ব্যবহারের সুযোগ দেওয়া যাবে না।	[43, 177, 313, 221]
article-paragraph: টিকা সম্পূর্ণ নিরাপদ উল্লেখ করে তিনি অভিভাবকদের নির্ভয়ে সন্তানদের টিকা দেওয়ার আহ্বান জানান। বিশ্ব স্বাস্থ্য সংস্থা অনুমোদিত এই টিকা ইতোমধ্যে বিভিন্ন দেশে সফলভাবে ব্যবহৃত হচ্ছে।	[464, 247, 742, 280]
article-paragraph: 'ব্যবসায়ীরা বিদেশিদের হাতে ছেড়ে দেওয়ার বিরোধিতা করছেন, এরপরও বন্দর কি ছেড়ে দেওয়া হবে?'- এমন প্রশ্নের জবাবে সচিব বলেন, তারা আগে এমন নানা কথা বলেন, কিন্তু পরে পরিস্থিতি দেখে আর কথা বলেন না। 'বন্দরের উন্নয়নে ব্যয় বাড়ানো হচ্ছে, এজন্য খরচ বাড়ানো হবে, এটা বহন করতে পারবেন কি না'-এমন এক প্রশ্নের জবাবে মোহাম্মদ ইউসুফ বলেন, সেবার মান বাড়ানো হলে, দ্রুত সেবা দেওয়ার মাধ্যমে বন্দরে অবস্থা জাহাজ কমবে।	[464, 926, 742, 1001]
news-article	[43, 1556, 313, 1796]
article-paragraph: সোশ্যাল ইসলামী ব্যাংকের আগস্ট শেষে বিদেশি বিনিয়োগকারীদের কাছে ছিল শূন্য দশমিক ২৪ শতাংশ শেয়ার। সিকিউরিটি ইসলামী ব্যাংকের ২৮ দশমিক ৬২ শতাংশ প্রাতিষ্ঠানিক শেয়ার, ৬৫ দশমিক ৪ শতাংশ পাবলিক শেয়ার এবং শূন্য দশমিক ৪৪ শতাংশ বিদেশি শেয়ার রয়েছে।	[325, 1212, 448, 1319]
article-paragraph: এদিকে বন্ধ হয়ে যাওয়া প্রতিষ্ঠানগুলোর মধ্যে ওয়ান ব্যাংকের বিদেশি বিনিয়োগ বেড়েছে। গত আগস্টে শেষে ব্যাংকটিতে বিদেশি বিনিয়োগকারীদের শেয়ার ছিল শূন্য দশমিক ৩৫ শতাংশ।	[325, 1138, 448, 1213]
article-continuation	[880, 100, 1158, 265]
article-headline[interactable]: তথ্যের অপব্যবহার	[764, 1340, 855, 1389]
news-article	[43, 100, 313, 430]
article-paragraph: বিনিয়োগকারীরা বলছেন, ব্যাংকে সুদের হার বেশি হওয়ায় অনেকে পুঁজিবাজার থেকে টাকা তুলে ব্যাংকে রাখছেন। এতে বাজারে তারল্য সংকট তৈরি হয়েছে।	[746, 748, 873, 803]
article-paragraph: বিশ্লেষকদের মতে, বাজারে তারল্য সংকট, ব্যাংক খাতের অস্থিরতা এবং রাজনৈতিক অনিশ্চয়তা বিনিয়োগকারীদের আস্থা কমিয়ে দিয়েছে। এসব সমস্যার সমাধান না হলে বাজার স্বাভাবিক হবে না।	[464, 650, 742, 683]
article-paragraph: যদি গণভোটের প্রক্রিয়ায় আপনি যেতে চান আগামী দুই বছর পর্যন্ত আপনাকে গণভোটই করতে হবে। প্রথমে এই দায়িত্ব আমাদের কে দিয়েছে? জনগণ কিন্তু আমাদের গণভোট করার এই দায়িত্ব দেয়নি।	[43, 1162, 313, 1195]
article-headline[interactable]: অভ্যুত্থানের ফায়দা লুটছে তথাকথিত	[71, 745, 285, 763]
news-article	[43, 746, 313, 1102]
article-paragraph: উত্তরবঙ্গের বাজেট নিয়ে আখতার হোসেন বলেন, যখন কোন বাজেট হয়, যখন কোন বিষয় নিয়ে আলোচনা হয় তখন উত্তরবঙ্গকে বাদ দিয়ে যেকোনো প্রকল্প পাস হয়ে যায়। আমরা দেখেছি উত্তরবঙ্গের নেতারা, উত্তরাঞ্চলের মানুষের জন্য তাদের ন্যায্য হিস্যা আদায় করতে পারে নাই।	[464, 1471, 742, 1515]
article-paragraph: সূত্র: আলজাজিরা	[43, 305, 112, 317]
article-paragraph: কর্মকর্তা প্রতিভা বিশ্বাস বলেন, 'স্যার (প্রধান উপদেষ্টা) মিরপুর থেকে গুলশান এলাকার ভোটার হয়েছেন। ঢাকা উত্তর সিটি করপোরেশনের ১৯ নম্বর ওয়ার্ডে গুলশান-২ এর ভোটার হয়েছেন প্রধান উপদেষ্টা। আসন্ন নির্বাচনে গুলশান থেকে ভোট দেবেন।' আগামী রোজার আগে ফেব্রুয়ারির প্রথমার্ধে ত্রয়োদশ সংসদ নির্বাচনের ভোটগ্রহণ হতে পারে। নির্বাচন সামনে রেখে চলতি বছরের ২০ জানুয়ারি বাড়ি বাড়ি গিয়ে ভোটার তালিকা হালনাগাদ শুরু হয়। এরমধ্যে নতুন ভোটার যুক্ত হওয়ার পাশাপাশি মৃতদের কর্তন ও স্থানান্তরের আবেদনও নেওয়া হয়। বর্তমানে ১২ কোটি ৬৩ লাখেরও বেশি ভোটার রয়েছে।	[464, 1646, 742, 1742]
article-paragraph: প্রধানমন্ত্রী শাহবাজ শরিফ বলেন, পাকিস্তানের সশস্ত্র বাহিনী সীমান্তে যেকোনো হুমকি মোকাবিলায় প্রস্তুত রয়েছে। তিনি আফগান সরকারকে তাদের ভূখণ্ডে থাকা সন্ত্রাসী গোষ্ঠীগুলোর বিরুদ্ধে কার্যকর ব্যবস্থা নেওয়ার আহ্বান জানান।	[43, 220, 313, 264]
page-label: পৃষ্ঠা	[194, 42, 216, 91]
article-paragraph: প্রেসিডেন্ট জারদারি বলেন, জাতিসংঘের নিরাপত্তা পরিষদের প্রস্তাব অনুযায়ী আফগানিস্তানের দায়িত্ব হলো তাদের ভূখণ্ড যেন অন্য কোনো দেশের বিরুদ্ধে ব্যবহৃত না হয় তা নিশ্চিত করা। সীমান্ত এলাকায় উত্তেজনা বাড়ায় পাকিস্তান সেনাবাহিনী নিরাপত্তা জোরদার করেছে।	[43, 262, 313, 306]
article-paragraph: জাতিসংঘের সাধারণ অধিবেশনে আখতার হোসেন প্রধান উপদেষ্টা ড. মুহাম্মদ ইউনূসের সফরসঙ্গী হিসেবে ঐতিহাসিক সফর শেষে দেশে ফেরায় তাকে দেওয়া এ গণসংবর্ধনা দেওয়া হয়। পরে এক পথসভায় যোগ দেন তিনি।	[464, 1333, 742, 1377]
article-paragraph: উভয়পক্ষের শুনানি শেষে আদালত জামিন আবেদন নামঞ্জুর করে তাকে কারাগারে পাঠানোর নির্দেশ দেন। গত বছরের আগস্টে তাকে রাজধানী থেকে গ্রেফতার করা হয়। এরপর থেকে তিনি কারাগারে রয়েছেন।	[325, 378, 448, 454]
article-paragraph: শেষে বিচারক তার জামিন আবেদন নামঞ্জুর করেন। মামলার অভিযোগে বলা হয়, সাবেক এই মন্ত্রী ক্ষমতার অপব্যবহার করে কোটি কোটি টাকার সম্পদ অর্জন করেছেন এবং তা নিজের দখলে রেখেছেন।	[325, 145, 448, 221]
article-paragraph: এছাড়া আসাদুজ্জামান নূর ও তার পরিবারের সদস্যদের নামে বিভিন্ন ব্যাংক হিসাবে অস্বাভাবিক লেনদেনের তথ্য পেয়েছে দুর্নীতি দমন কমিশন। এসব লেনদেন সন্দেহজনক বলে উল্লেখ করা হয়।	[325, 220, 448, 295]
continued-from-label: প্রথম পৃষ্ঠার পর	[784, 1391, 835, 1402]
article-paragraph: আদালতে রাষ্ট্রপক্ষের আইনজীবী জামিনের বিরোধিতা করে বলেন, আসামি প্রভাবশালী হওয়ায় জামিন পেলে তদন্ত বাধাগ্রস্ত হতে পারে। অপরদিকে আসামিপক্ষের আইনজীবী বয়স ও অসুস্থতা বিবেচনায় জামিনের আবেদন করেন।	[325, 294, 448, 380]
article-paragraph: ড. মুহাম্মদ ইউনূস মিরপুরে গ্রামীণ ব্যাংকের প্রধান কার্যালয়ের ঠিকানায় ভোটার হয়েছিলেন। আগের ভোটার এলাকা পরিবর্তন করে এবার গুলশান-২ এর বাসভবনের ঠিকানায় ভোটার হলেন।	[464, 1741, 742, 1774]
article-paragraph: আসিফ আলী জারদারি এবং প্রধানমন্ত্রী শাহবাজ শরিফ। রাতভর হামলায় পাকিস্তানের সেনাবাহিনী বেশ কয়েকটি সামরিক পোস্ট গুঁড়িয়ে দেওয়ার পর তারা এ হুঁশিয়ারি দেন। তারা বলেন, দেশের সার্বভৌমত্ব রক্ষায় কোনো ধরনের আপস করা হবে না।	[43, 135, 313, 179]
article-paragraph: দুটি উদ্বোধন অনুষ্ঠানে বরিশাল বিভাগীয় কমিশনার রায়হান কাওছার, বরিশাল রেঞ্জ ডিআইজি মঞ্জুর মোর্শেদ আলম, বরিশাল মেট্রোপলিটন পুলিশ কমিশনার শফিকুল ইসলাম, জেলা প্রশাসক মোহাম্মদ দেলোয়ার হোসেন বিশেষ অতিথি ছিলেন।	[325, 1719, 448, 1815]
article-paragraph: ফয়েজ আহমদ তৈয়্যব বলেন, আমরা দেশের ডিজিটাল নিরাপত্তা, ব্যক্তিগত তথ্য সুরক্ষা ও সাইবার গভর্নেন্স নিশ্চিত করতে দীর্ঘ সময় ধরে কাজ করেছি। এই আইনগুলো কেবল প্রশাসনিক নয়, কারিগরি ও জ্ঞানভিত্তিক সুরক্ষারও ভিত্তি তৈরি করবে। ১৯৯৯ সালে ইউরোপীয় ইউনিয়নের ১৪টি দেশ যে তথ্য সুরক্ষা কাঠামো তৈরি করেছিল, সেটি বাস্তবায়নে আমরা অনেক পিছিয়ে ছিলাম। গত ২৫ বছরের সেই আইনগত ও নীতিগত ঘাটতি পেরিয়ে আমরা এখন নিজস্ব সক্ষমতায় একটি পূর্ণাঙ্গ সাইবার ইকোসিস্টেম গড়ে তুলছি। তিনি বলেন, নতুন অধ্যাদেশগুলোতে প্রাতিষ্ঠানিক দায়বদ্ধতা, তথ্যের মালিকানা ও সংরক্ষণে সরকারি নিয়ন্ত্রণ এবং	[746, 1616, 873, 1840]
article-paragraph: হারে নির্ধারণের দাবি জানিয়ে আসছেন শিক্ষকরা। এ নিয়ে একাধিকবার তাদের আশ্বস্তও করেছে শিক্ষা মন্ত্রণালয়।	[43, 1592, 313, 1615]
article-paragraph: ডাচ্-বাংলা ব্যাংকের মোট শেয়ারের মধ্যে প্রতিষ্ঠানের উদ্যোক্তা পরিচালকদের হাতে রয়েছে ৬৯ দশমিক ৮১ শতাংশ, প্রাতিষ্ঠানিক বিনিয়োগকারীদের কাছে ১৭ দশমিক ৫৮ শতাংশ, বিদেশি বিনিয়োগকারীদের কাছে ৪ দশমিক ৬১ শতাংশ এবং সাধারণ বিনিয়োগকারীদের কাছে ৮ শতাংশ শেয়ার রয়েছে।	[325, 1032, 448, 1139]
article-paragraph: তিনি জানান, বরিশাল বিভাগে প্রায় ২৬ লাখ শিশু-কিশোরকে এ টিকার আওতায় আনা হবে। এজন্য বিভাগের সব জেলায় প্রয়োজনীয় প্রস্তুতি নেওয়া হয়েছে। প্রশিক্ষিত স্বাস্থ্যকর্মী ও স্বেচ্ছাসেবকরা টিকাদান কার্যক্রমে অংশ নিচ্ছেন।	[464, 204, 742, 248]
article-paragraph: তিনি বলেন, নির্বাচনে নিশ্ছিদ্র নিরাপত্তা নিশ্চিত করার লক্ষ্যে প্রায় দেড় লাখ পুলিশ সদস্যকে নির্বাচনী প্রশিক্ষণ দেয়া হচ্ছে। ২৮টি ব্যাচে তিনদিন মেয়াদি প্রশিক্ষণ সারাদেশে (জেলা, মহানগর ও প্রশিক্ষণ প্রতিষ্ঠান) ১৩০ টি ভেন্যুতে অনুষ্ঠিত হচ্ছে। নির্বাচনের জন্য পুলিশের চূড়ান্ত (৪র্থ পর্যায়ের) প্রশিক্ষণ গত ৫ অক্টোবর শুরু হয়েছে এবং আগামী ১৫ জানুয়ারি ২০২৬ এ সকল ব্যাচের প্রশিক্ষণ সম্পন্ন হবে বলে আশা করা যাচ্ছে। তিনি আরো বলেন, আনসার ভিডিপি সদস্যদের জন্য 'প্রাক নির্বাচনী প্রশিক্ষণ' শিরোনামে প্রতি কেন্দ্রে ১৩ জন হারে আনুমানিক ৪৫ হাজার ভোটকেন্দ্রের জন্য মোট ৫ লাখ ৮৫ হাজার জনকে প্রশিক্ষণ দেয়া হবে। এরমধ্যে ১ লাখ ৩৫ হাজার জনকে অস্ত্রসহ ও ৪ লাখ ৫০ হাজার জনকে অস্ত্রবিহীন প্রশিক্ষণ দেয়া হবে। আগামী জানুয়ারি মাসের মাঝামাঝি সময়ে এ প্রশিক্ষণ শেষ হবে। উপদেষ্টা বলেন, এবারের নির্বাচনে বিজিবির ১১শ' প্লাটুনে ৩৩ হাজার সদস্য নিয়োজিত থাকবে। ইতোমধ্যে ৬০% নির্বাচনী প্রশিক্ষণ শেষ হয়েছে। এ বছরের ৩১ ডিসেম্বরের মধ্যে বিজিবি'র প্রশিক্ষণ শেষ হবে বলে আশা করা যাচ্ছে। তাছাড়া এবারের নির্বাচনে প্রায় ৮০ হাজার সশস্ত্র বাহিনীর সদস্য মোতায়েন করা হবে। ব্রিফিংয়ে স্বরাষ্ট্র মন্ত্রণালয় সংক্রান্ত প্রধান উপদেষ্টার বিশেষ সহকারী মো. খোদা বখস চৌধুরী, স্বরাষ্ট্র মন্ত্রণালয়ের সিনিয়র সচিব নাসিমুল গনি প্রমুখ উপস্থিত ছিলেন।	[880, 925, 1158, 1117]
news-article	[880, 267, 1158, 707]
article-paragraph: নেয়া হয়েছে। এ বিষয়ে সংশ্লিষ্ট কর্মকর্তাদের প্রয়োজনীয় নির্দেশনা দেওয়া হয়েছে। উপদেষ্টা বলেন, সুষ্ঠু ভোটপ্রক্রিয়া নিশ্চিত করার জন্য যে কোনো বিশৃঙ্খলা সৃষ্টিকারী ব্যক্তি বা গ্রুপকে চিহ্নিত করে আইনের আওতায় এনে তাদের বিরুদ্ধে কঠোর ব্যবস্থা গ্রহণ করা হবে।	[880, 745, 1158, 789]
issue-day: সোমবার	[138, 46, 188, 64]
article-paragraph: আখতার হোসেন বলেন, নতুন বাংলাদেশে ক্ষমতায় গিয়ে যদি কেউ স্বৈরাচারী হয়। সেটা বাংলাদেশের মানুষ আর হতে দেবে না। এই নতুন বাংলাদেশে আর কোনো বিদ্বেষের জায়গা নেই। এই বাংলাদেশের রাষ্ট্র কাঠামোতে এক ব্যক্তির আধিপত্য চলতো। এক ব্যক্তি যা চাইতো তাই হতো।	[464, 1376, 742, 1430]
article-paragraph: পরিদর্শন শেষে উপদেষ্টা মসজিদের বিভিন্ন অংশ ঘুরে দেখেন এবং উন্নয়ন পরিকল্পনা সম্পর্কে খোঁজখবর নেন। তিনি বলেন, দ্রুততম সময়ের মধ্যে কাজ শেষ করার চেষ্টা করা হবে।	[880, 450, 1158, 484]
continued-from-label: প্রথম পৃষ্ঠার পর	[152, 1149, 204, 1160]
article-paragraph: তবে প্রেস ক্লাবের সামনের সড়ক ছেড়ে তারা শহীদ মিনারে অবস্থান কর্মসূচি করার সিদ্ধান্ত নেন। শিক্ষকদের একটি পক্ষ শহীদ মিনারে গেলেও অন্যপক্ষ প্রেস ক্লাবের সামনে অবস্থান চালিয়ে যেতে অনড় থাকেন। এর পরিপ্রেক্ষিতে দুপুর ১টা ৫০ মিনিটে শিক্ষকদের ওপর জলকামান ও সাউন্ড গ্রেনেড নিক্ষেপ করে পুলিশ। পরে তাদের লাঠিচার্জ করা হয়। এতে তিনজন শিক্ষক গুরুতর আহত হয়েছেন। তাদের ঢাকা মেডিকেল কলেজ হাসপাতালে চিকিৎসা দেওয়া হয়। এছাড়া আরও ছয়জন শিক্ষককে আটক করে নিয়ে যায় পুলিশ। পরে রাতে তাদেরকে মুচলেকা নিয়ে ছেড়ে দেওয়া হয়েছে।	[43, 1688, 313, 1784]
logo-emblem-icon	[930, 66, 948, 94]
article-paragraph: দুপুরে বরিশাল সরকারি বালিকা উচ্চ বিদ্যালয় এবং বরিশাল জেলা স্কুলে পৃথকভাবে টিকাদান কর্মসূচি উদ্বোধন করেন উপদেষ্টা। দুটি অনুষ্ঠানেই প্রধান অতিথি হিসেবে আমন্ত্রণ করেন উপদেষ্টা ফারুক ই আজম।	[325, 1422, 448, 1497]
section-title: খবরের শেষাংশ	[270, 46, 458, 82]
article-paragraph: ভবনের ঠিকানায় গেলেন তিনি। নতুন ভোটার এলাকা হলো ঢাকা উত্তর সিটি করপোরেশনের ১৯ নং ওয়ার্ডে।	[746, 99, 873, 142]
article-headline[interactable]: স্বচ্ছ ও জবাবদিহিমূলক নির্বাচন উপহার	[882, 1180, 1156, 1201]
news-article	[464, 1607, 742, 1797]
continued-from-label: প্রথম পৃষ্ঠার পর	[577, 1633, 629, 1643]
article-paragraph: সীমান্তের বেশ কয়েকটি ক্রসিং পয়েন্ট বন্ধ করে দেওয়া হয়েছে। ব্যবসায়ীরা জানিয়েছেন, এতে দুই দেশের মধ্যে পণ্য পরিবহন মারাত্মকভাবে ব্যাহত হচ্ছে। আন্তর্জাতিক মহল দুই পক্ষকে সংযম দেখানোর আহ্বান জানিয়েছে।	[43, 581, 313, 625]
